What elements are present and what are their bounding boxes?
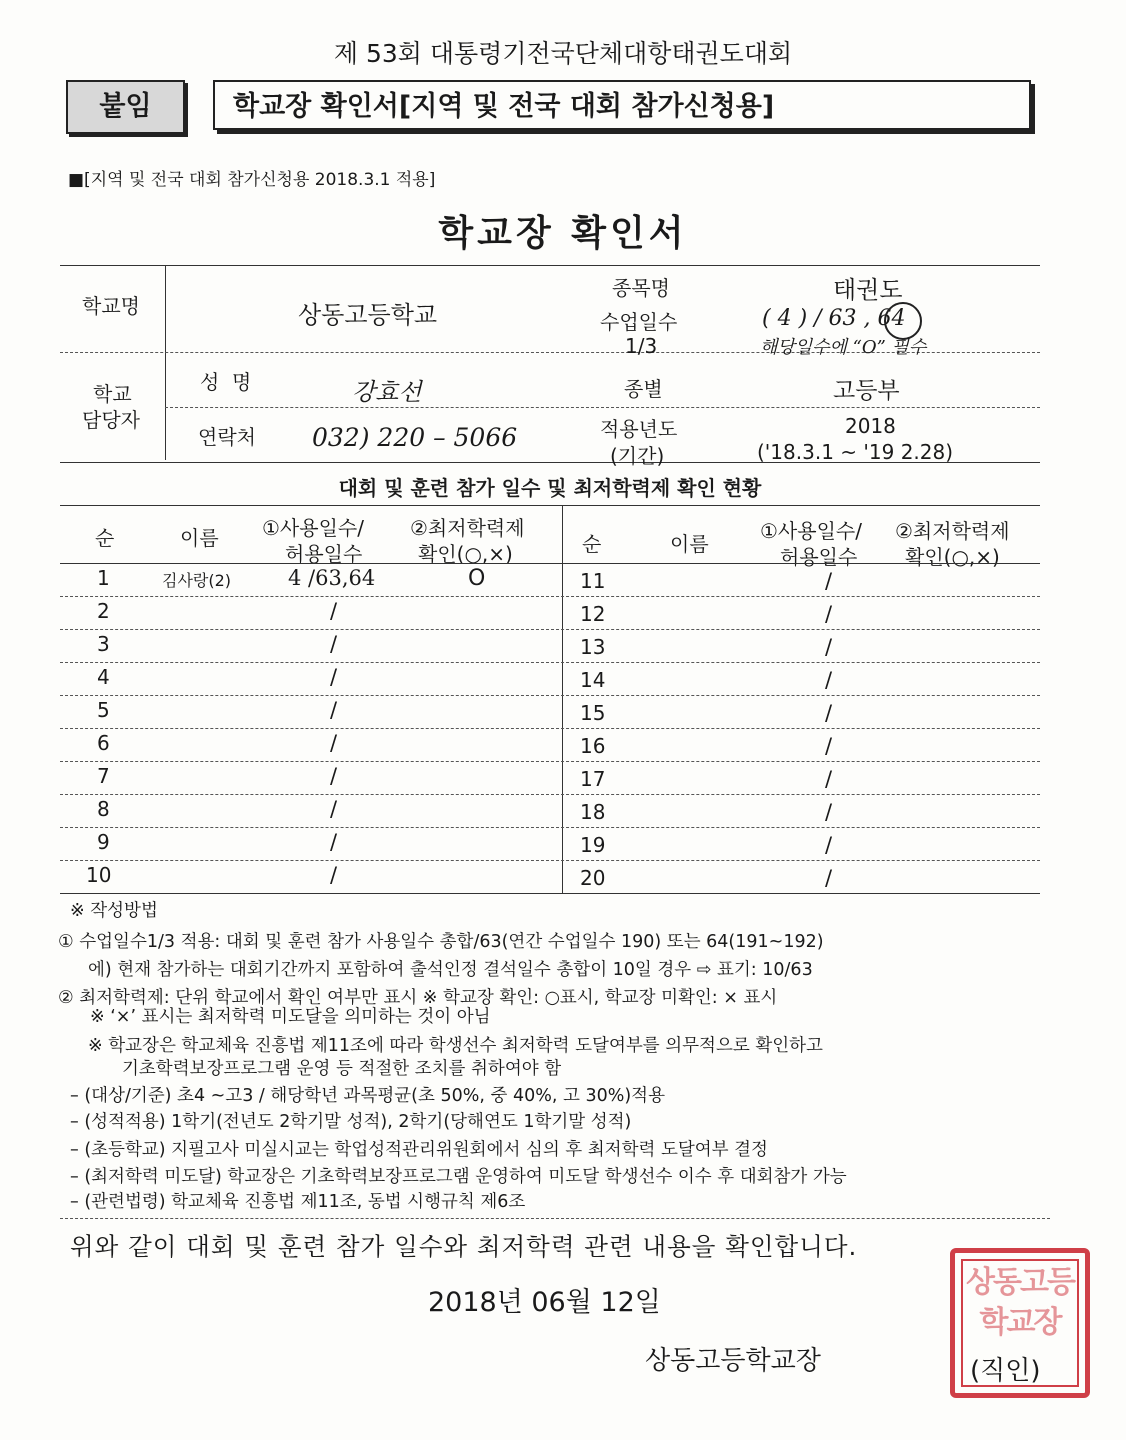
days-used: 4 /63,64 (288, 566, 376, 590)
row-divider (60, 827, 1040, 828)
principal-title: 상동고등학교장 (645, 1346, 821, 1376)
seal-characters: 상동고등학교장 (966, 1265, 1074, 1340)
header-no-right: 순 (582, 532, 602, 556)
days-used: / (330, 863, 338, 887)
school-name-value: 상동고등학교 (298, 301, 438, 329)
issue-date: 2018년 06월 12일 (428, 1287, 661, 1318)
period-value: ('18.3.1 ~ '19 2.28) (757, 440, 954, 464)
note-line: 에) 현재 참가하는 대회기간까지 포함하여 출석인정 결석일수 총합이 10일 경우 ⇨ 표기: 10/63 (88, 960, 813, 980)
row-number: 12 (580, 602, 606, 626)
row-number: 18 (580, 800, 606, 824)
row-number: 6 (97, 731, 110, 755)
manager-name: 강효선 (352, 378, 422, 406)
row-divider (60, 794, 1040, 795)
row-divider (60, 629, 1040, 630)
contact-value: 032) 220 – 5066 (312, 423, 518, 452)
header-days-right-1: ①사용일수/ (760, 519, 862, 543)
row-number: 5 (97, 698, 110, 722)
days-used: / (330, 599, 338, 623)
days-used: / (330, 797, 338, 821)
row-number: 15 (580, 701, 606, 725)
note-line: – (최저학력 미도달) 학교장은 기초학력보장프로그램 운영하여 미도달 학생선수 이수 후 대회참가 가능 (70, 1167, 847, 1187)
period-label: (기간) (610, 444, 665, 468)
note-line: – (성적적용) 1학기(전년도 2학기말 성적), 2학기(당해연도 1학기말 성적) (70, 1112, 632, 1132)
row-number: 2 (97, 599, 110, 623)
days-used: / (825, 866, 833, 890)
row-number: 4 (97, 665, 110, 689)
student-name: 김사랑(2) (162, 571, 232, 590)
note-line: – (초등학교) 지필고사 미실시교는 학업성적관리위원회에서 심의 후 최저학력 도달여부 결정 (70, 1140, 768, 1160)
attachment-tag: 붙임 (66, 80, 185, 134)
header-days-left-1: ①사용일수/ (262, 516, 364, 540)
days-used: / (825, 734, 833, 758)
days-used: / (330, 632, 338, 656)
header-min-right-2: 확인(○,×) (905, 545, 1000, 569)
year-label: 적용년도 (600, 417, 678, 441)
header-name-right: 이름 (670, 532, 709, 556)
manager-label-1: 학교 (93, 382, 132, 406)
division-label: 종별 (624, 377, 663, 401)
form-title-box: 학교장 확인서[지역 및 전국 대회 참가신청용] (213, 80, 1031, 130)
row-number: 14 (580, 668, 606, 692)
row-number: 9 (97, 830, 110, 854)
note-line: 기초학력보장프로그램 운영 등 적절한 조치를 취하여야 함 (122, 1059, 562, 1079)
header-no-left: 순 (95, 526, 115, 550)
note-line: ※ 작성방법 (70, 901, 158, 921)
header-days-right-2: 허용일수 (780, 545, 858, 569)
row-number: 8 (97, 797, 110, 821)
status-title: 대회 및 훈련 참가 일수 및 최저학력제 확인 현황 (338, 476, 762, 500)
note-line: ※ ‘×’ 표시는 최저학력 미도달을 의미하는 것이 아님 (90, 1007, 491, 1027)
class-days-ratio: 1/3 (625, 334, 658, 358)
row-number: 11 (580, 569, 606, 593)
row-divider (60, 860, 1040, 861)
note-line: ① 수업일수1/3 적용: 대회 및 훈련 참가 사용일수 총합/63(연간 수업일수 190) 또는 64(191~192) (58, 932, 824, 952)
days-used: / (330, 764, 338, 788)
row-number: 10 (86, 863, 112, 887)
days-used: / (330, 731, 338, 755)
row-number: 7 (97, 764, 110, 788)
days-used: / (825, 635, 833, 659)
header-name-left: 이름 (180, 526, 219, 550)
row-divider (60, 596, 1040, 597)
header-min-left-2: 확인(○,×) (418, 542, 513, 566)
confirm-statement: 위와 같이 대회 및 훈련 참가 일수와 최저학력 관련 내용을 확인합니다. (70, 1232, 858, 1261)
days-used: / (825, 800, 833, 824)
row-number: 19 (580, 833, 606, 857)
contact-label: 연락처 (198, 425, 256, 449)
days-used: / (825, 833, 833, 857)
year-value: 2018 (845, 414, 896, 438)
min-academic-check: O (468, 566, 486, 591)
days-used: / (825, 701, 833, 725)
days-used: / (330, 665, 338, 689)
header-min-right-1: ②최저학력제 (895, 519, 1010, 543)
note-line: ■[지역 및 전국 대회 참가신청용 2018.3.1 적용] (68, 170, 436, 190)
row-number: 1 (97, 566, 110, 590)
header-min-left-1: ②최저학력제 (410, 516, 525, 540)
days-used: / (825, 668, 833, 692)
note-line: ※ 학교장은 학교체육 진흥법 제11조에 따라 학생선수 최저학력 도달여부를 의무적으로 확인하고 (88, 1036, 823, 1056)
note-line: – (관련법령) 학교체육 진흥법 제11조, 동법 시행규칙 제6조 (70, 1192, 526, 1212)
header-days-left-2: 허용일수 (285, 542, 363, 566)
seal-caption: (직인) (970, 1356, 1041, 1386)
row-number: 17 (580, 767, 606, 791)
days-used: / (825, 569, 833, 593)
row-number: 13 (580, 635, 606, 659)
row-divider (60, 728, 1040, 729)
row-divider (60, 761, 1040, 762)
row-divider (60, 695, 1040, 696)
note-line: – (대상/기준) 초4 ~고3 / 해당학년 과목평균(초 50%, 중 40%, 고 30%)적용 (70, 1086, 665, 1106)
note-line: ② 최저학력제: 단위 학교에서 확인 여부만 표시 ※ 학교장 확인: ○표시, 학교장 미확인: × 표시 (58, 988, 778, 1008)
row-number: 16 (580, 734, 606, 758)
event-value: 태권도 (833, 276, 903, 304)
class-days-note: 해당일수에 “O” 필수 (760, 337, 927, 358)
division-value: 고등부 (833, 378, 900, 404)
row-number: 20 (580, 866, 606, 890)
row-divider (60, 662, 1040, 663)
days-used: / (825, 602, 833, 626)
days-used: / (825, 767, 833, 791)
name-label: 성 명 (200, 370, 252, 394)
days-used: / (330, 698, 338, 722)
event-label: 종목명 (612, 276, 670, 300)
days-used: / (330, 830, 338, 854)
row-number: 3 (97, 632, 110, 656)
manager-label-2: 담당자 (82, 408, 140, 432)
class-days-label: 수업일수 (600, 310, 678, 334)
document-title: 학교장 확인서 (438, 213, 688, 254)
event-title: 제 53회 대통령기전국단체대항태권도대회 (333, 39, 793, 68)
school-name-label: 학교명 (82, 294, 140, 318)
class-days-value: ( 4 ) / 63 , 64 (762, 306, 906, 331)
